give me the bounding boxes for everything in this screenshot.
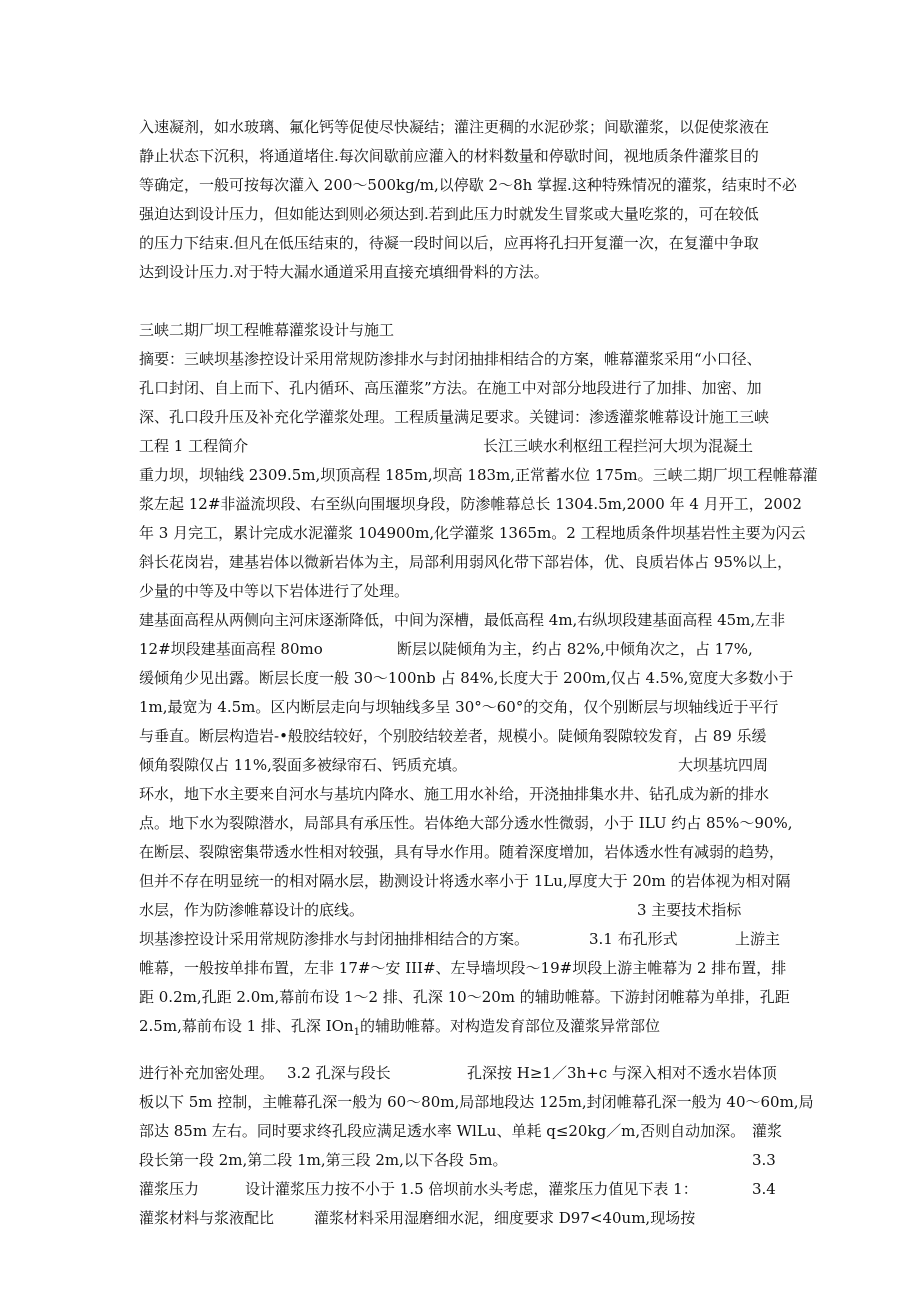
- text-line: 缓倾角少见出露。断层长度一般 30～100nb 占 84%,长度大于 200m,仅占 4.5%,宽度大多数小于: [139, 669, 794, 687]
- text-line: 进行补充加密处理。: [139, 1064, 275, 1082]
- section-heading: 3.2 孔深与段长: [287, 1064, 391, 1082]
- text-line: 大坝基坑四周: [678, 756, 769, 774]
- subscript: 1: [353, 1027, 360, 1038]
- text-line: 在断层、裂隙密集带透水性相对较强，具有导水作用。随着深度增加，岩体透水性有减弱的趋势，: [139, 843, 785, 861]
- text-line: 静止状态下沉积，将通道堵住.每次间歇前应灌入的材料数量和停歇时间，视地质条件灌浆目的: [139, 147, 759, 165]
- text-line: 灌浆材料采用湿磨细水泥，细度要求 D97<40um,现场按: [314, 1209, 696, 1227]
- section-heading: 灌浆材料与浆液配比: [139, 1209, 275, 1227]
- text-line: 孔深按 H≥1／3h+c 与深入相对不透水岩体顶: [467, 1064, 777, 1082]
- text-line: 少量的中等及中等以下岩体进行了处理。: [139, 582, 410, 600]
- text-line: 年 3 月完工，累计完成水泥灌浆 104900m,化学灌浆 1365m。2 工程地质条件坝基岩性主要为闪云: [139, 524, 806, 542]
- text-line: 设计灌浆压力按不小于 1.5 倍坝前水头考虑，灌浆压力值见下表 1：: [245, 1180, 698, 1198]
- text-line: 摘要：三峡坝基渗控设计采用常规防渗排水与封闭抽排相结合的方案，帷幕灌浆采用“小口径、: [139, 350, 762, 368]
- text-line: 强迫达到设计压力，但如能达到则必须达到.若到此压力时就发生冒浆或大量吃浆的，可在较低: [139, 205, 759, 223]
- text-line: 水层，作为防渗帷幕设计的底线。: [139, 901, 365, 919]
- text-line: 的压力下结束.但凡在低压结束的，待凝一段时间以后，应再将孔扫开复灌一次，在复灌中争取: [139, 234, 759, 252]
- text-line: 环水，地下水主要来自河水与基坑内降水、施工用水补给，开浇抽排集水井、钻孔成为新的排水: [139, 785, 770, 803]
- text-line: [139, 1016, 660, 1043]
- text-line: 距 0.2m,孔距 2.0m,幕前布设 1～2 排、孔深 10～20m 的辅助帷幕。下游封闭帷幕为单排，孔距: [139, 988, 790, 1006]
- section-title: 三峡二期厂坝工程帷幕灌浆设计与施工: [139, 321, 395, 339]
- section-heading: 3 主要技术指标: [637, 901, 742, 919]
- text-line: 但并不存在明显统一的相对隔水层，勘测设计将透水率小于 1Lu,厚度大于 20m 的岩体视为相对隔: [139, 872, 791, 890]
- text-fragment: 2.5m,幕前布设 1 排、孔深 IOn: [139, 1017, 354, 1035]
- text-line: 深、孔口段升压及补充化学灌浆处理。工程质量满足要求。关键词：渗透灌浆帷幕设计施工三峡: [139, 408, 770, 426]
- text-line: 斜长花岗岩，建基岩体以微新岩体为主，局部利用弱风化带下部岩体，优、良质岩体占 95%以上，: [139, 553, 793, 571]
- text-fragment: 的辅助帷幕。对构造发育部位及灌浆异常部位: [359, 1017, 660, 1035]
- text-line: 工程 1 工程简介: [139, 437, 249, 455]
- text-line: 上游主: [735, 930, 781, 948]
- section-heading: 3.3: [752, 1151, 776, 1169]
- text-line: 部达 85m 左右。同时要求终孔段应满足透水率 WlLu、单耗 q≤20kg／m,否则自动加深。: [139, 1122, 746, 1140]
- text-line: 点。地下水为裂隙潜水，局部具有承压性。岩体绝大部分透水性微弱，小于 ILU 约占 85%～90%,: [139, 814, 793, 832]
- text-line: 灌浆: [752, 1122, 783, 1140]
- text-line: 浆左起 12#非溢流坝段、右至纵向围堰坝身段，防渗帷幕总长 1304.5m,2000 年 4 月开工，2002: [139, 495, 802, 513]
- text-line: 1m,最宽为 4.5m。区内断层走向与坝轴线多呈 30°～60°的交角，仅个别断层与坝轴线近于平行: [139, 698, 779, 716]
- text-line: 重力坝，坝轴线 2309.5m,坝顶高程 185m,坝高 183m,正常蓄水位 175m。三峡二期厂坝工程帷幕灌: [139, 466, 818, 484]
- text-line: 长江三峡水利枢纽工程拦河大坝为混凝土: [483, 437, 754, 455]
- text-line: 板以下 5m 控制，主帷幕孔深一般为 60～80m,局部地段达 125m,封闭帷幕孔深一般为 40～60m,局: [139, 1093, 814, 1111]
- text-line: 达到设计压力.对于特大漏水通道采用直接充填细骨料的方法。: [139, 263, 549, 281]
- text-line: 入速凝剂，如水玻璃、氟化钙等促使尽快凝结；灌注更稠的水泥砂浆；间歇灌浆，以促使浆液在: [139, 118, 770, 136]
- text-line: 段长第一段 2m,第二段 1m,第三段 2m,以下各段 5m。: [139, 1151, 508, 1169]
- text-line: 帷幕，一般按单排布置，左非 17#～安 III#、左导墙坝段～19#坝段上游主帷幕为 2 排布置，排: [139, 959, 787, 977]
- section-heading: 灌浆压力: [139, 1180, 200, 1198]
- text-line: 与垂直。断层构造岩-•般胶结较好，个别胶结较差者，规模小。陡倾角裂隙较发育，占 89 乐缓: [139, 727, 767, 745]
- text-line: 12#坝段建基面高程 80mo: [139, 640, 323, 658]
- text-line: 断层以陡倾角为主，约占 82%,中倾角次之，占 17%,: [397, 640, 753, 658]
- text-line: 倾角裂隙仅占 11%,裂面多被绿帘石、钙质充填。: [139, 756, 467, 774]
- section-heading: 3.1 布孔形式: [589, 930, 678, 948]
- text-line: 建基面高程从两侧向主河床逐渐降低，中间为深槽，最低高程 4m,右纵坝段建基面高程 45m,左非: [139, 611, 786, 629]
- text-line: 坝基渗控设计采用常规防渗排水与封闭抽排相结合的方案。: [139, 930, 530, 948]
- text-line: 等确定，一般可按每次灌入 200～500kg/m,以停歇 2～8h 掌握.这种特殊情况的灌浆，结束时不必: [139, 176, 797, 194]
- section-heading: 3.4: [752, 1180, 776, 1198]
- text-line: 孔口封闭、自上而下、孔内循环、高压灌浆”方法。在施工中对部分地段进行了加排、加密、加: [139, 379, 762, 397]
